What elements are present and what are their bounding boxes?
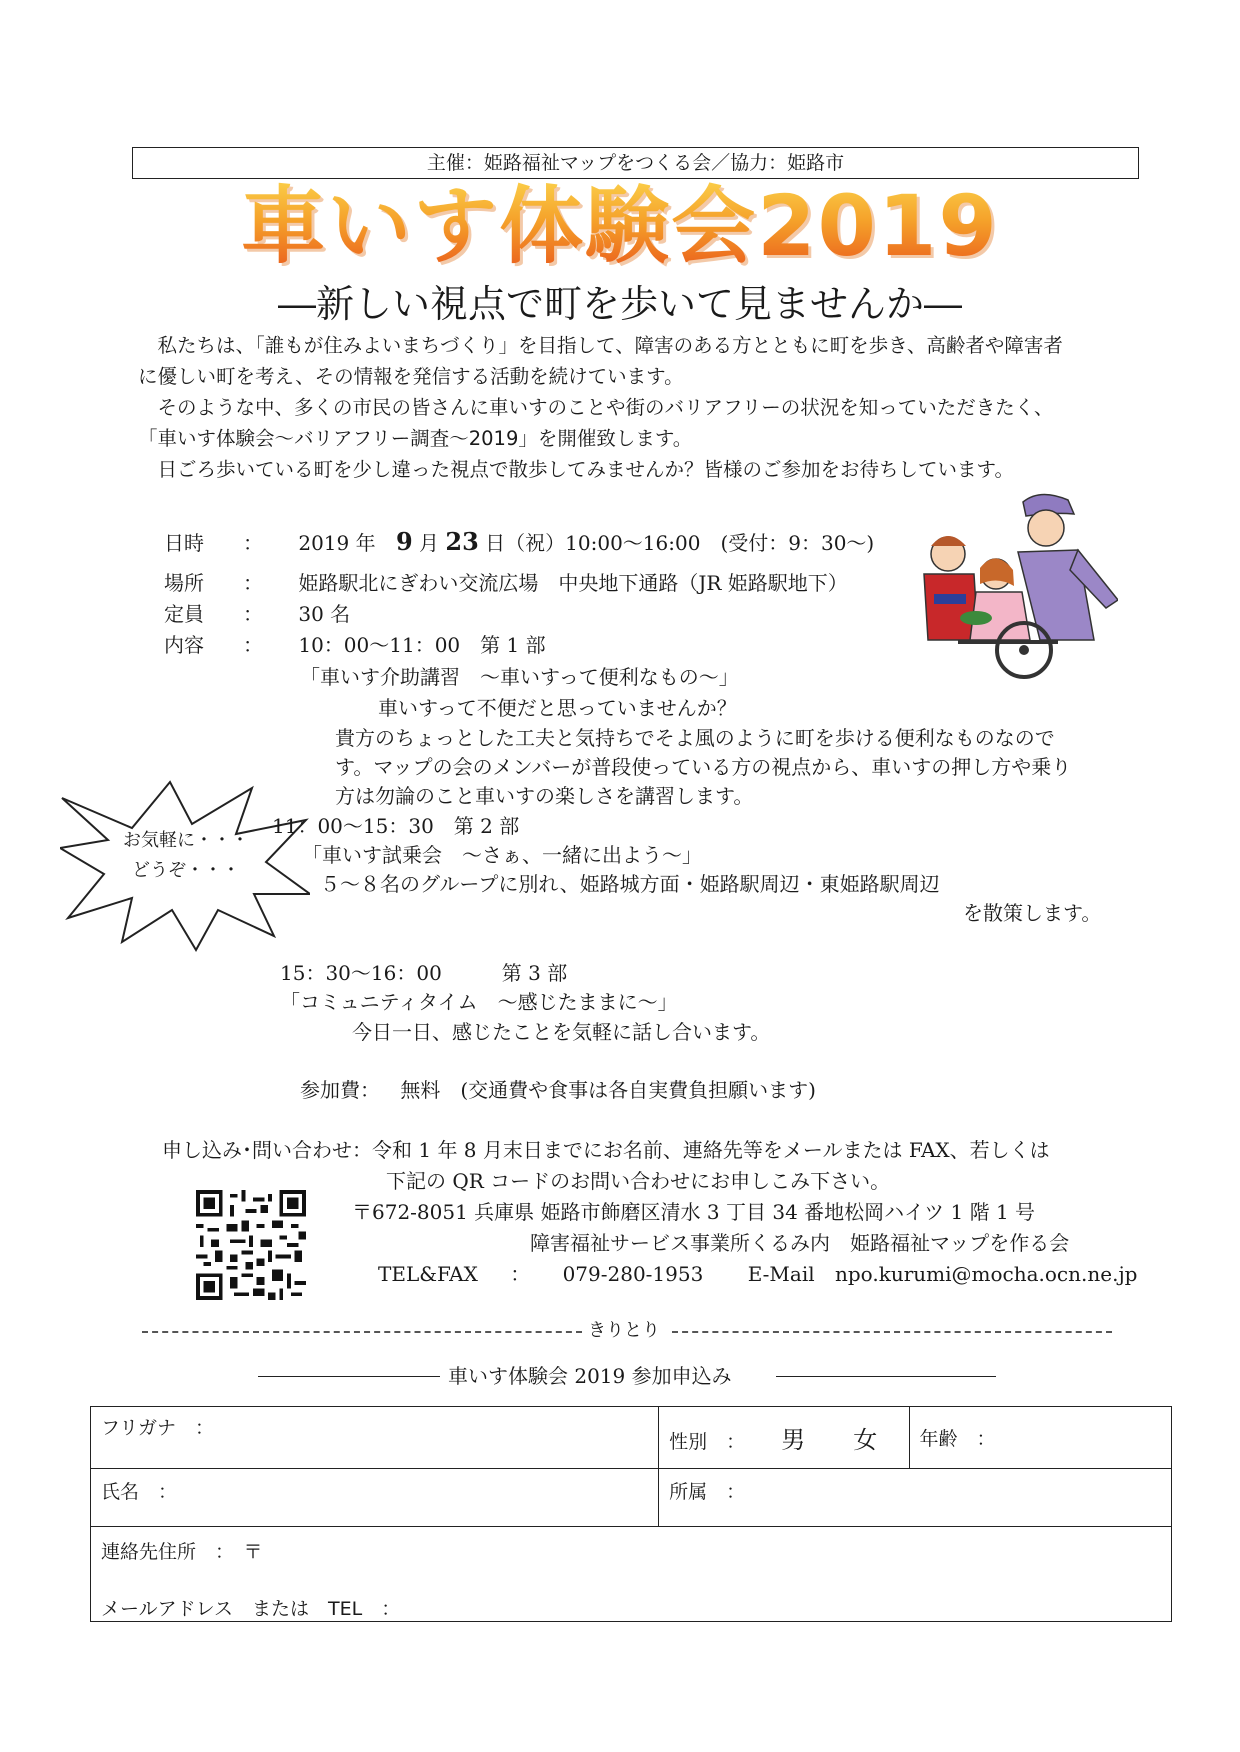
- part1-time: 10：00～11：00 第 1 部: [298, 633, 546, 657]
- date-row: 日時 ： 2019 年 9 月 23 日（祝）10:00～16:00 (受付：9：30～): [164, 527, 875, 556]
- application-form: [90, 1406, 1172, 1622]
- part2-line: ５～８名のグループに別れ、姫路城方面・姫路駅周辺・東姫路駅周辺: [320, 872, 940, 896]
- part1-line: 貴方のちょっとした工夫と気持ちでそよ風のように町を歩ける便利なものなので: [335, 726, 1055, 750]
- tel-number[interactable]: 079-280-1953: [562, 1262, 704, 1286]
- content-label: 内容: [164, 633, 204, 657]
- furigana-field[interactable]: フリガナ ：: [91, 1407, 659, 1469]
- contact-field: メールアドレス または TEL ：: [101, 1598, 401, 1620]
- place-label: 場所: [164, 571, 204, 595]
- date-day: 23: [445, 527, 479, 556]
- gender-field[interactable]: 性別 ： 男 女: [659, 1407, 909, 1469]
- form-heading-rule: [776, 1376, 996, 1377]
- contact-line: 申し込み･問い合わせ：令和 1 年 8 月末日までにお名前、連絡先等をメールまたは FAX、若しくは: [162, 1138, 1050, 1162]
- capacity-row: 定員 ： 30 名: [164, 599, 350, 629]
- event-title: 車いす体験会2019: [0, 178, 1240, 274]
- intro-line: に優しい町を考え、その情報を発信する活動を続けています。: [138, 365, 684, 388]
- fee-label: 参加費：: [300, 1078, 380, 1102]
- gender-options[interactable]: 男 女: [781, 1426, 878, 1454]
- age-field[interactable]: 年齢 ：: [909, 1407, 1171, 1469]
- cut-line-right: [672, 1331, 1112, 1333]
- qr-code-icon[interactable]: [196, 1190, 306, 1300]
- mail-address[interactable]: npo.kurumi@mocha.ocn.ne.jp: [834, 1262, 1138, 1286]
- part2-line: を散策します。: [963, 901, 1102, 925]
- burst-text: お気軽に・・・ どうぞ・・・: [123, 830, 249, 881]
- contact-tel-row: TEL&FAX ： 079-280-1953 E-Mail npo.kurumi@mocha.ocn.ne.jp: [378, 1262, 1138, 1286]
- place-row: 場所 ： 姫路駅北にぎわい交流広場 中央地下通路（JR 姫路駅地下）: [164, 568, 848, 598]
- part2-title: 「車いす試乗会 ～さぁ、一緒に出よう～」: [302, 843, 702, 867]
- tel-label: TEL&FAX: [378, 1262, 478, 1286]
- form-heading-rule: [258, 1376, 440, 1377]
- date-year: 2019 年: [298, 531, 376, 555]
- form-heading: 車いす体験会 2019 参加申込み: [448, 1364, 732, 1388]
- fee-row: [300, 1075, 816, 1105]
- part1-title: 「車いす介助講習 ～車いすって便利なもの～」: [300, 665, 739, 689]
- part1-line: 方は勿論のこと車いすの楽しさを講習します。: [335, 784, 754, 808]
- intro-line: 私たちは、「誰もが住みよいまちづくり」を目指して、障害のある方とともに町を歩き、高齢者や障害者: [138, 334, 1063, 357]
- contact-line: 下記の QR コードのお問い合わせにお申しこみ下さい。: [386, 1169, 891, 1193]
- intro-line: そのような中、多くの市民の皆さんに車いすのことや街のバリアフリーの状況を知っていただきたく、: [138, 396, 1054, 419]
- sponsor-line: 主催：姫路福祉マップをつくる会／協力：姫路市: [132, 147, 1139, 179]
- part3-title: 「コミュニティタイム ～感じたままに～」: [280, 990, 678, 1014]
- cut-line-left: [142, 1331, 582, 1333]
- part1-line: 車いすって不便だと思っていませんか？: [378, 696, 737, 720]
- cut-label: きりとり: [588, 1320, 660, 1341]
- part2-time: 11：00～15：30 第 2 部: [272, 814, 520, 838]
- intro-line: 「車いす体験会～バリアフリー調査～2019」を開催致します。: [138, 427, 693, 450]
- capacity-label: 定員: [164, 602, 204, 626]
- part3-time: 15：30～16：00 第 3 部: [280, 961, 568, 985]
- content-row: 内容 ： 10：00～11：00 第 1 部: [164, 630, 546, 660]
- fee-value: 無料 (交通費や食事は各自実費負担願います): [400, 1078, 816, 1102]
- intro-text: [138, 330, 1128, 485]
- date-month: 9: [395, 527, 413, 556]
- affiliation-field[interactable]: 所属 ：: [659, 1469, 1172, 1527]
- date-label: 日時: [164, 531, 204, 555]
- mail-label: E-Mail: [747, 1262, 815, 1286]
- capacity-value: 30 名: [298, 602, 351, 626]
- contact-org: 障害福祉サービス事業所くるみ内 姫路福祉マップを作る会: [530, 1231, 1070, 1255]
- intro-line: 日ごろ歩いている町を少し違った視点で散歩してみませんか？皆様のご参加をお待ちしています。: [138, 458, 1014, 481]
- name-field[interactable]: 氏名 ：: [91, 1469, 659, 1527]
- part3-line: 今日一日、感じたことを気軽に話し合います。: [352, 1020, 771, 1044]
- place-value: 姫路駅北にぎわい交流広場 中央地下通路（JR 姫路駅地下）: [298, 571, 848, 595]
- part1-line: す。マップの会のメンバーが普段使っている方の視点から、車いすの押し方や乗り: [335, 755, 1072, 779]
- date-time: 日（祝）10:00～16:00 (受付：9：30～): [485, 531, 875, 555]
- address-field[interactable]: 連絡先住所 ： 〒 メールアドレス または TEL ：: [91, 1527, 1172, 1622]
- contact-address: 〒672-8051 兵庫県 姫路市飾磨区清水 3 丁目 34 番地松岡ハイツ 1 階 1 号: [352, 1200, 1036, 1224]
- wheelchair-people-illustration: [918, 490, 1118, 680]
- event-subtitle: ―新しい視点で町を歩いて見ませんか―: [277, 282, 962, 326]
